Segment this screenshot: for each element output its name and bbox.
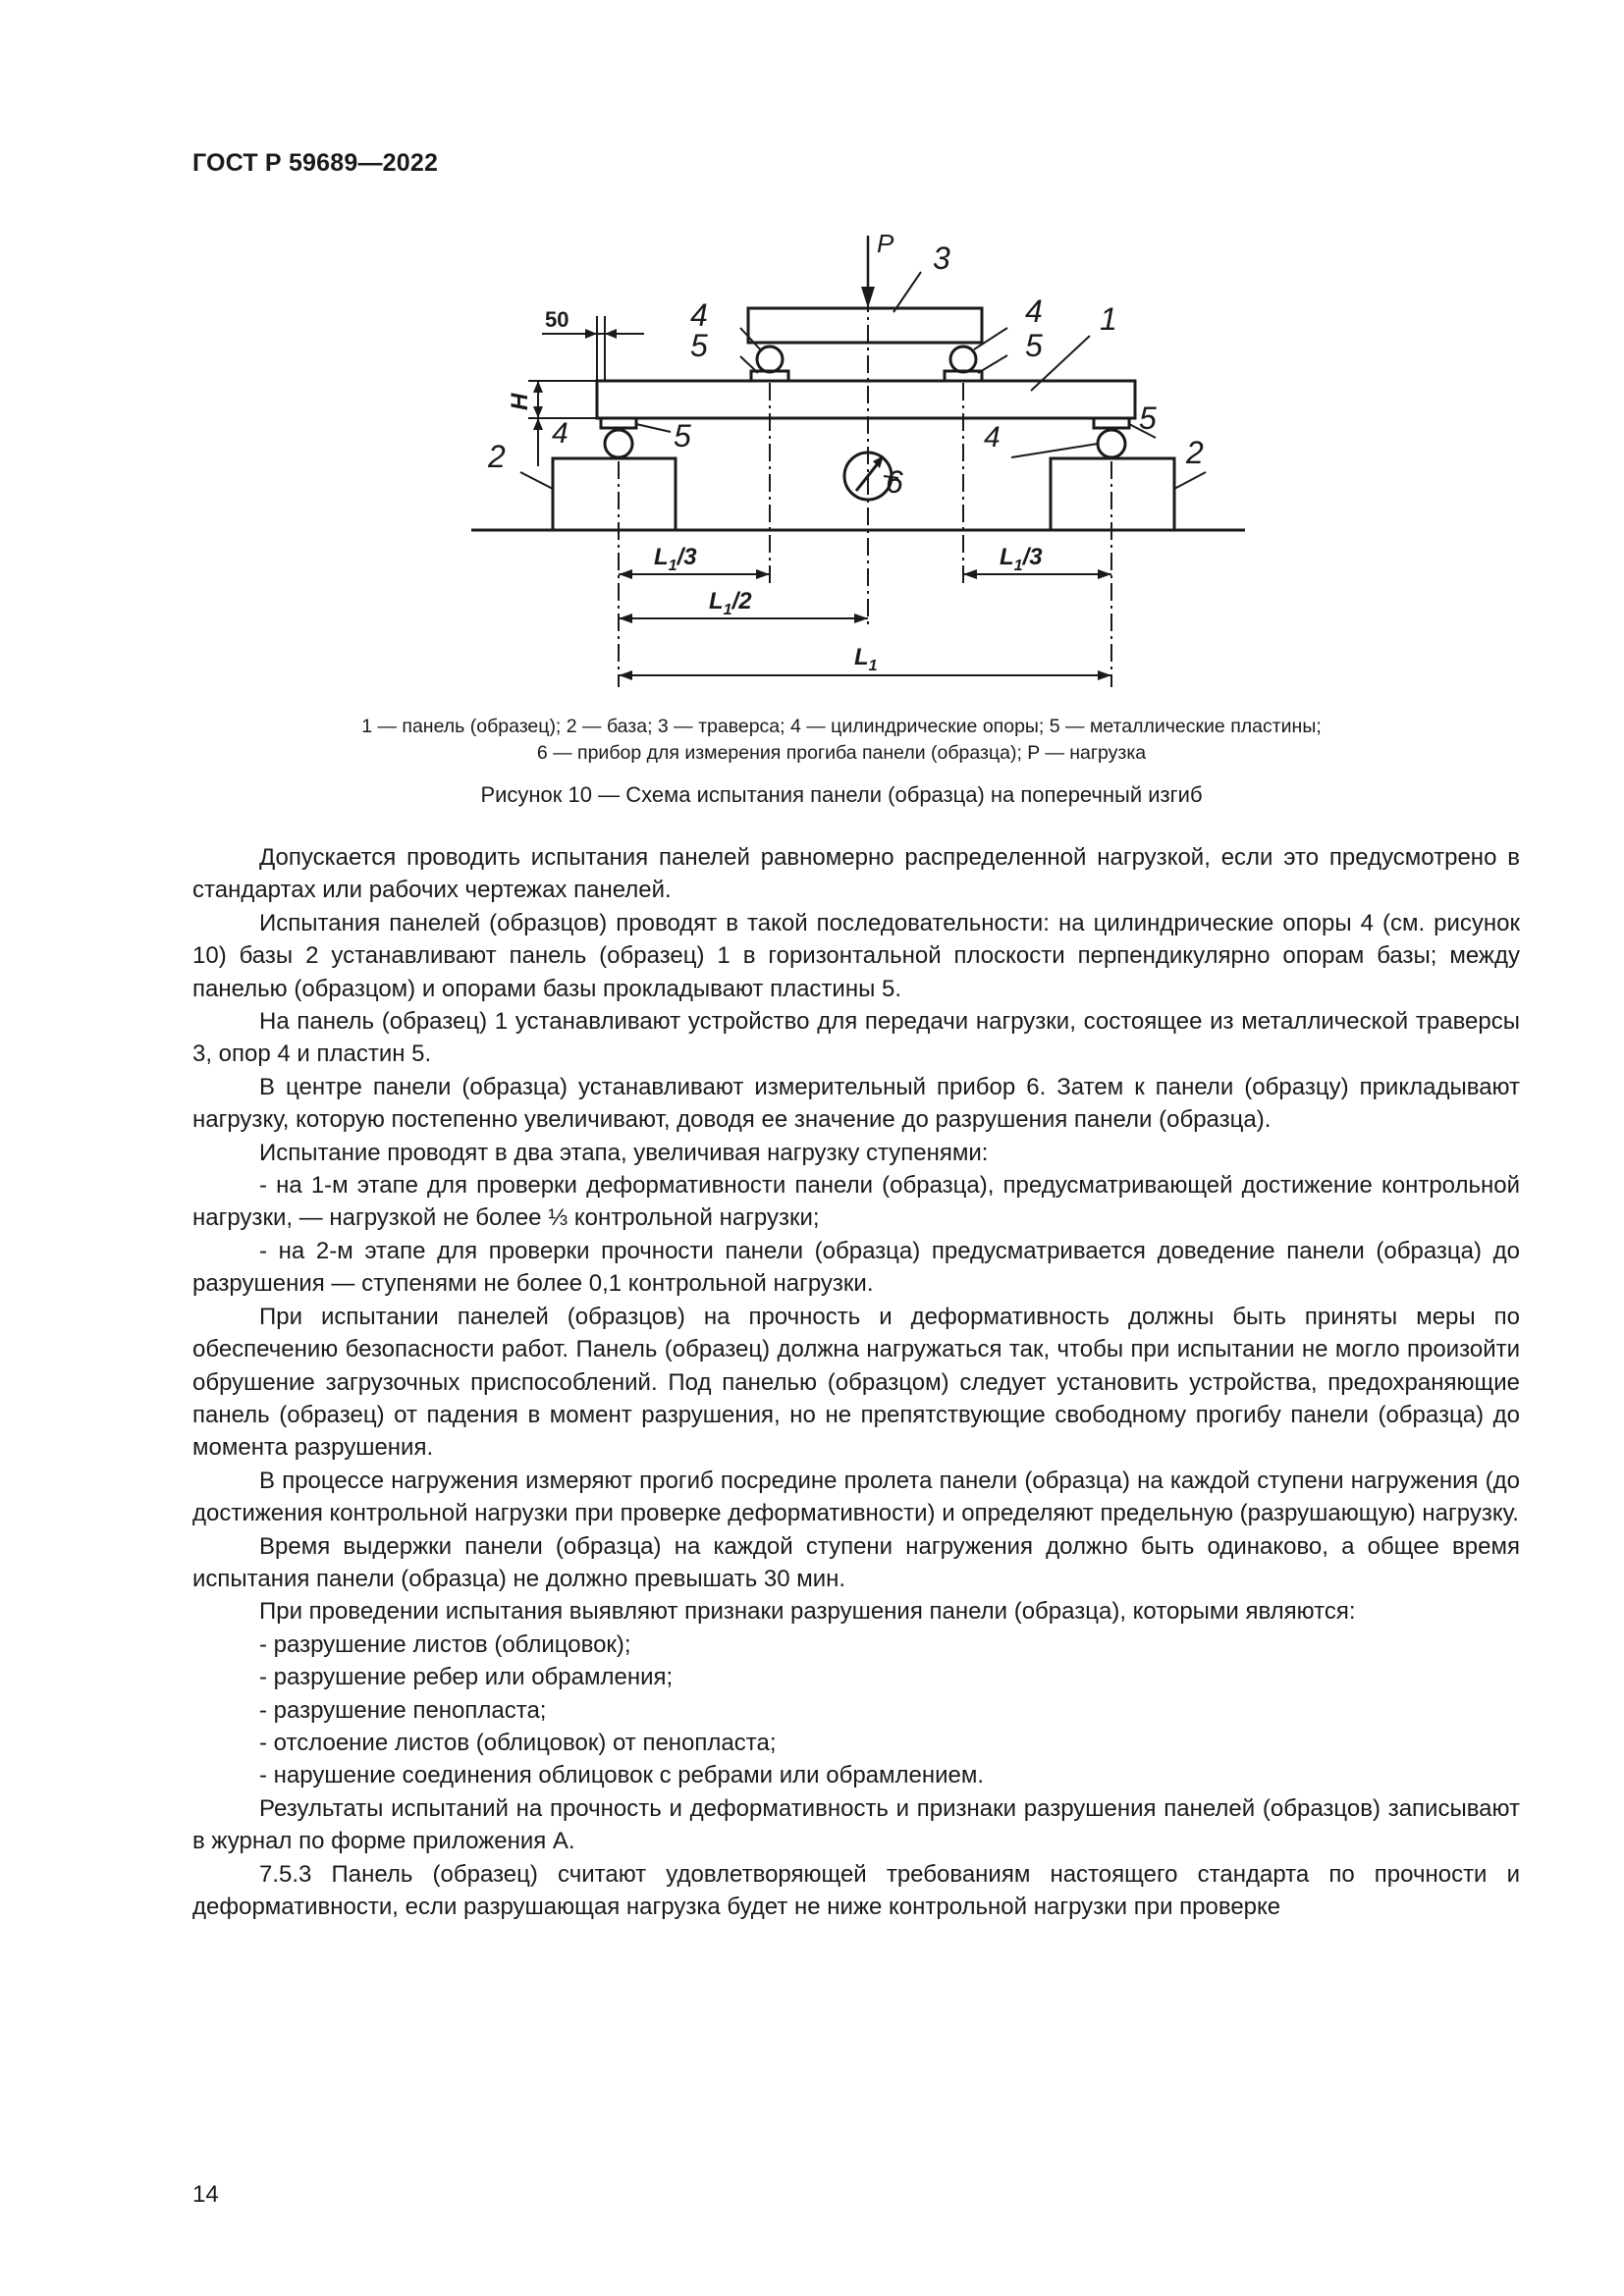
bottom-plate-right <box>1094 418 1129 428</box>
paragraph: При проведении испытания выявляют признаки разрушения панели (образца), которыми являются: <box>259 1598 1356 1626</box>
list-item: - разрушение листов (облицовок); <box>259 1630 631 1658</box>
list-item: - разрушение пенопласта; <box>259 1696 547 1724</box>
list-item: - на 1-м этапе для проверки деформативности панели (образца), предусматривающей достижение контрольной нагрузки, — нагрузкой не более ⅓ контрольной нагрузки; <box>192 1172 1520 1232</box>
panel-specimen <box>597 381 1135 418</box>
document-header: ГОСТ Р 59689—2022 <box>192 149 439 177</box>
dimension-L1-2: $L_1/2$ <box>709 588 752 618</box>
dimension-L1-3-right: $L_1/3$ <box>1000 544 1043 574</box>
label-5-bottom-right: 5 <box>1139 400 1157 436</box>
label-5-bottom-left: 5 <box>674 418 691 454</box>
label-5-top-left: 5 <box>690 328 708 363</box>
paragraph: В процессе нагружения измеряют прогиб посредине пролета панели (образца) на каждой ступени нагружения (до достижения контрольной нагрузки при проверке деформативности) и определяют предельную (разрушающую) нагрузку. <box>192 1467 1520 1527</box>
paragraph: Испытания панелей (образцов) проводят в такой последовательности: на цилиндрические опоры 4 (см. рисунок 10) базы 2 устанавливают панель (образец) 1 в горизонтальной плоскости перпендикулярно опорам базы; между панелью (образцом) и опорами базы прокладывают пластины 5. <box>192 909 1520 1002</box>
body-text <box>192 841 1520 1923</box>
label-2-left: 2 <box>488 439 506 474</box>
label-1: 1 <box>1100 301 1117 337</box>
paragraph: 7.5.3 Панель (образец) считают удовлетворяющей требованиям настоящего стандарта по прочности и деформативности, если разрушающая нагрузка будет не ниже контрольной нагрузки при проверке <box>192 1860 1520 1920</box>
bottom-plate-left <box>601 418 636 428</box>
label-2-right: 2 <box>1186 435 1204 470</box>
figure-legend-line-1: 1 — панель (образец); 2 — база; 3 — траверса; 4 — цилиндрические опоры; 5 — металлические пластины; <box>361 716 1322 737</box>
paragraph: Время выдержки панели (образца) на каждой ступени нагружения должно быть одинаково, а общее время испытания панели (образца) не должно превышать 30 мин. <box>192 1532 1520 1592</box>
dimension-50: 50 <box>545 307 569 332</box>
base-left <box>553 458 676 530</box>
label-5-top-right: 5 <box>1025 328 1043 363</box>
list-item: - нарушение соединения облицовок с ребрами или обрамлением. <box>259 1762 985 1789</box>
label-4-top-right: 4 <box>1025 294 1043 329</box>
page-number: 14 <box>192 2181 219 2208</box>
paragraph: В центре панели (образца) устанавливают измерительный прибор 6. Затем к панели (образцу) прикладывают нагрузку, которую постепенно увеличивают, доводя ее значение до разрушения панели (образца). <box>192 1073 1520 1134</box>
list-item: - отслоение листов (облицовок) от пенопласта; <box>259 1729 777 1756</box>
label-3: 3 <box>933 240 950 276</box>
list-item: - на 2-м этапе для проверки прочности панели (образца) предусматривается доведение панели (образца) до разрушения — ступенями не более 0,1 контрольной нагрузки. <box>192 1237 1520 1298</box>
label-6: 6 <box>886 464 903 500</box>
label-4-bottom-left: 4 <box>552 417 568 450</box>
paragraph: Испытание проводят в два этапа, увеличивая нагрузку ступенями: <box>259 1139 989 1166</box>
paragraph: Результаты испытаний на прочность и деформативность и признаки разрушения панелей (образцов) записывают в журнал по форме приложения А. <box>192 1794 1520 1855</box>
paragraph: При испытании панелей (образцов) на прочность и деформативность должны быть приняты меры по обеспечению безопасности работ. Панель (образец) должна нагружаться так, чтобы при испытании не могло произойти обрушение загрузочных приспособлений. Под панелью (образцом) следует установить устройства, предохраняющие панель (образец) от падения в момент разрушения, но не препятствующие свободному прогибу панели (образца) до момента разрушения. <box>192 1303 1520 1462</box>
list-item: - разрушение ребер или обрамления; <box>259 1664 674 1691</box>
traverse <box>748 308 982 343</box>
bottom-roller-right <box>1098 430 1125 457</box>
figure-legend-line-2: 6 — прибор для измерения прогиба панели (образца); P — нагрузка <box>536 742 1147 764</box>
label-4-top-left: 4 <box>690 297 708 333</box>
top-roller-right <box>950 347 976 372</box>
label-P: P <box>877 229 894 258</box>
bottom-roller-left <box>605 430 632 457</box>
dimension-H: H <box>507 393 533 410</box>
dimension-L1-3-left: $L_1/3$ <box>654 544 697 574</box>
test-scheme-diagram <box>461 218 1247 699</box>
paragraph: На панель (образец) 1 устанавливают устройство для передачи нагрузки, состоящее из металлической траверсы 3, опор 4 и пластин 5. <box>192 1008 1520 1068</box>
paragraph: Допускается проводить испытания панелей равномерно распределенной нагрузкой, если это предусмотрено в стандартах или рабочих чертежах панелей. <box>192 844 1520 904</box>
figure-caption: Рисунок 10 — Схема испытания панели (образца) на поперечный изгиб <box>480 782 1203 807</box>
label-4-bottom-right: 4 <box>984 421 1001 454</box>
dimension-L1: $L_1$ <box>854 644 878 674</box>
